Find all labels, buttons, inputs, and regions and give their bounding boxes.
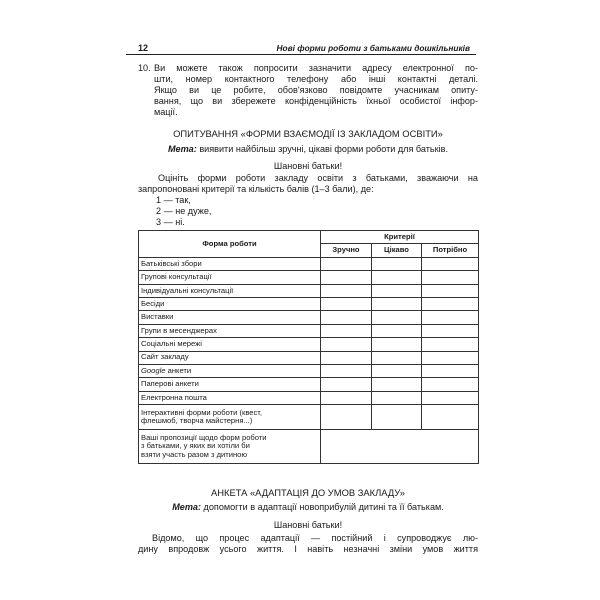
row-label xyxy=(139,364,321,377)
rating-cell[interactable] xyxy=(422,364,479,377)
table-row xyxy=(139,391,479,404)
table-row xyxy=(139,338,479,351)
row-label: Соціальні мережі xyxy=(139,338,321,351)
anketa-title: АНКЕТА «АДАПТАЦІЯ ДО УМОВ ЗАКЛАДУ» xyxy=(210,487,406,498)
page-number: 12 xyxy=(138,43,149,53)
rating-cell[interactable] xyxy=(321,271,372,284)
item-line: вання, що ви збережете конфіденційність їхньої особистої інфор- xyxy=(154,96,478,106)
scale-item: 1 — так, xyxy=(156,195,191,205)
scale-item: 2 — не дуже, xyxy=(156,206,212,216)
scale-item: 3 — ні. xyxy=(156,217,185,227)
page-header xyxy=(126,40,476,55)
anketa-line: дину впродовж усього життя. І навіть незначні зміни умов життя xyxy=(138,544,478,554)
table-row xyxy=(139,311,479,324)
rating-cell[interactable] xyxy=(422,391,479,404)
rating-cell[interactable] xyxy=(372,311,422,324)
item-line: шти, номер контактного телефону або інші контактні деталі. xyxy=(154,74,478,84)
instruction-line: запропоновані критерії та кількість балів (1–3 бали), де: xyxy=(138,184,374,194)
rating-cell[interactable] xyxy=(372,297,422,310)
rating-cell[interactable] xyxy=(372,324,422,337)
table-row xyxy=(139,430,479,464)
google-word: Google xyxy=(141,365,166,375)
row-label: Електронна пошта xyxy=(139,391,321,404)
table-row xyxy=(139,351,479,364)
rating-cell[interactable] xyxy=(372,391,422,404)
rating-cell[interactable] xyxy=(321,311,372,324)
row-label: Сайт закладу xyxy=(139,351,321,364)
rating-cell[interactable] xyxy=(422,297,479,310)
row-label: Виставки xyxy=(139,311,321,324)
rating-cell[interactable] xyxy=(422,378,479,391)
book-page xyxy=(126,40,478,554)
survey-goal xyxy=(138,144,478,155)
rating-cell[interactable] xyxy=(321,364,372,377)
row-label: Паперові анкети xyxy=(139,378,321,391)
rating-cell[interactable] xyxy=(321,257,372,270)
anketa-greeting: Шановні батьки! xyxy=(273,520,343,530)
item-number: 10. xyxy=(138,63,151,73)
row-label: Індивідуальні консультації xyxy=(139,284,321,297)
goal-text: допомогти в адаптації новоприбулій дитині та її батькам. xyxy=(203,502,444,512)
header-criteria: Критерії xyxy=(321,231,479,244)
anketa-line: Відомо, що процес адаптації — постійний і супроводжує лю- xyxy=(152,533,478,543)
proposals-cell[interactable] xyxy=(321,430,479,464)
rating-cell[interactable] xyxy=(372,257,422,270)
table-row xyxy=(139,364,479,377)
item-line: мації. xyxy=(154,107,178,117)
survey-title: ОПИТУВАННЯ «ФОРМИ ВЗАЄМОДІЇ ІЗ ЗАКЛАДОМ ОСВІТИ» xyxy=(173,128,443,139)
rating-cell[interactable] xyxy=(372,364,422,377)
row-label: Групи в месенджерах xyxy=(139,324,321,337)
rating-cell[interactable] xyxy=(372,378,422,391)
table-row xyxy=(139,271,479,284)
table-row xyxy=(139,324,479,337)
running-title: Нові форми роботи з батьками дошкільників xyxy=(276,43,470,53)
row-label xyxy=(139,430,321,464)
table-row xyxy=(139,378,479,391)
rating-cell[interactable] xyxy=(422,284,479,297)
rating-cell[interactable] xyxy=(321,351,372,364)
instruction-line: Оцініть форми роботи закладу освіти з батьками, зважаючи на xyxy=(158,173,478,183)
rating-cell[interactable] xyxy=(422,324,479,337)
row-label: Бесіди xyxy=(139,297,321,310)
table-row xyxy=(139,257,479,270)
rating-cell[interactable] xyxy=(422,338,479,351)
row-label-line: з батьками, у яких ви хотіли би xyxy=(141,441,250,451)
row-label-line: Інтерактивні форми роботи (квест, xyxy=(141,407,263,417)
rating-cell[interactable] xyxy=(321,378,372,391)
row-label-line: Ваші пропозиції щодо форм роботи xyxy=(141,432,267,442)
rating-cell[interactable] xyxy=(372,405,422,430)
item-line: Ви можете також попросити зазначити адресу електронної по- xyxy=(154,63,478,73)
rating-cell[interactable] xyxy=(321,338,372,351)
row-label-line: флешмоб, творча майстерня...) xyxy=(141,416,253,426)
goal-text: виявити найбільш зручні, цікаві форми роботи для батьків. xyxy=(199,144,449,154)
rating-cell[interactable] xyxy=(321,297,372,310)
rating-cell[interactable] xyxy=(372,338,422,351)
goal-label: Мета: xyxy=(167,144,197,154)
row-label: Батьківські збори xyxy=(139,257,321,270)
rating-cell[interactable] xyxy=(372,351,422,364)
header-convenient: Зручно xyxy=(321,244,372,257)
rating-cell[interactable] xyxy=(422,405,479,430)
row-label-line: взяти участь разом з дитиною xyxy=(141,449,248,459)
rating-cell[interactable] xyxy=(422,271,479,284)
anketa-goal xyxy=(138,502,478,513)
header-interesting: Цікаво xyxy=(372,244,422,257)
table-row xyxy=(139,297,479,310)
header-form: Форма роботи xyxy=(139,231,321,258)
rating-cell[interactable] xyxy=(422,257,479,270)
rating-cell[interactable] xyxy=(321,391,372,404)
item-line: Якщо ви це робите, обов'язково повідомте учасникам опиту- xyxy=(154,85,478,95)
header-needed: Потрібно xyxy=(422,244,479,257)
rating-cell[interactable] xyxy=(372,284,422,297)
row-label xyxy=(139,405,321,430)
row-label-rest: анкети xyxy=(167,365,192,375)
criteria-table xyxy=(138,230,479,464)
rating-cell[interactable] xyxy=(321,284,372,297)
rating-cell[interactable] xyxy=(321,405,372,430)
survey-greeting: Шановні батьки! xyxy=(273,161,343,171)
row-label: Групові консультації xyxy=(139,271,321,284)
rating-cell[interactable] xyxy=(422,311,479,324)
rating-cell[interactable] xyxy=(372,271,422,284)
table-row xyxy=(139,405,479,430)
table-row xyxy=(139,284,479,297)
rating-cell[interactable] xyxy=(422,351,479,364)
goal-label: Мета: xyxy=(172,502,201,512)
rating-cell[interactable] xyxy=(321,324,372,337)
